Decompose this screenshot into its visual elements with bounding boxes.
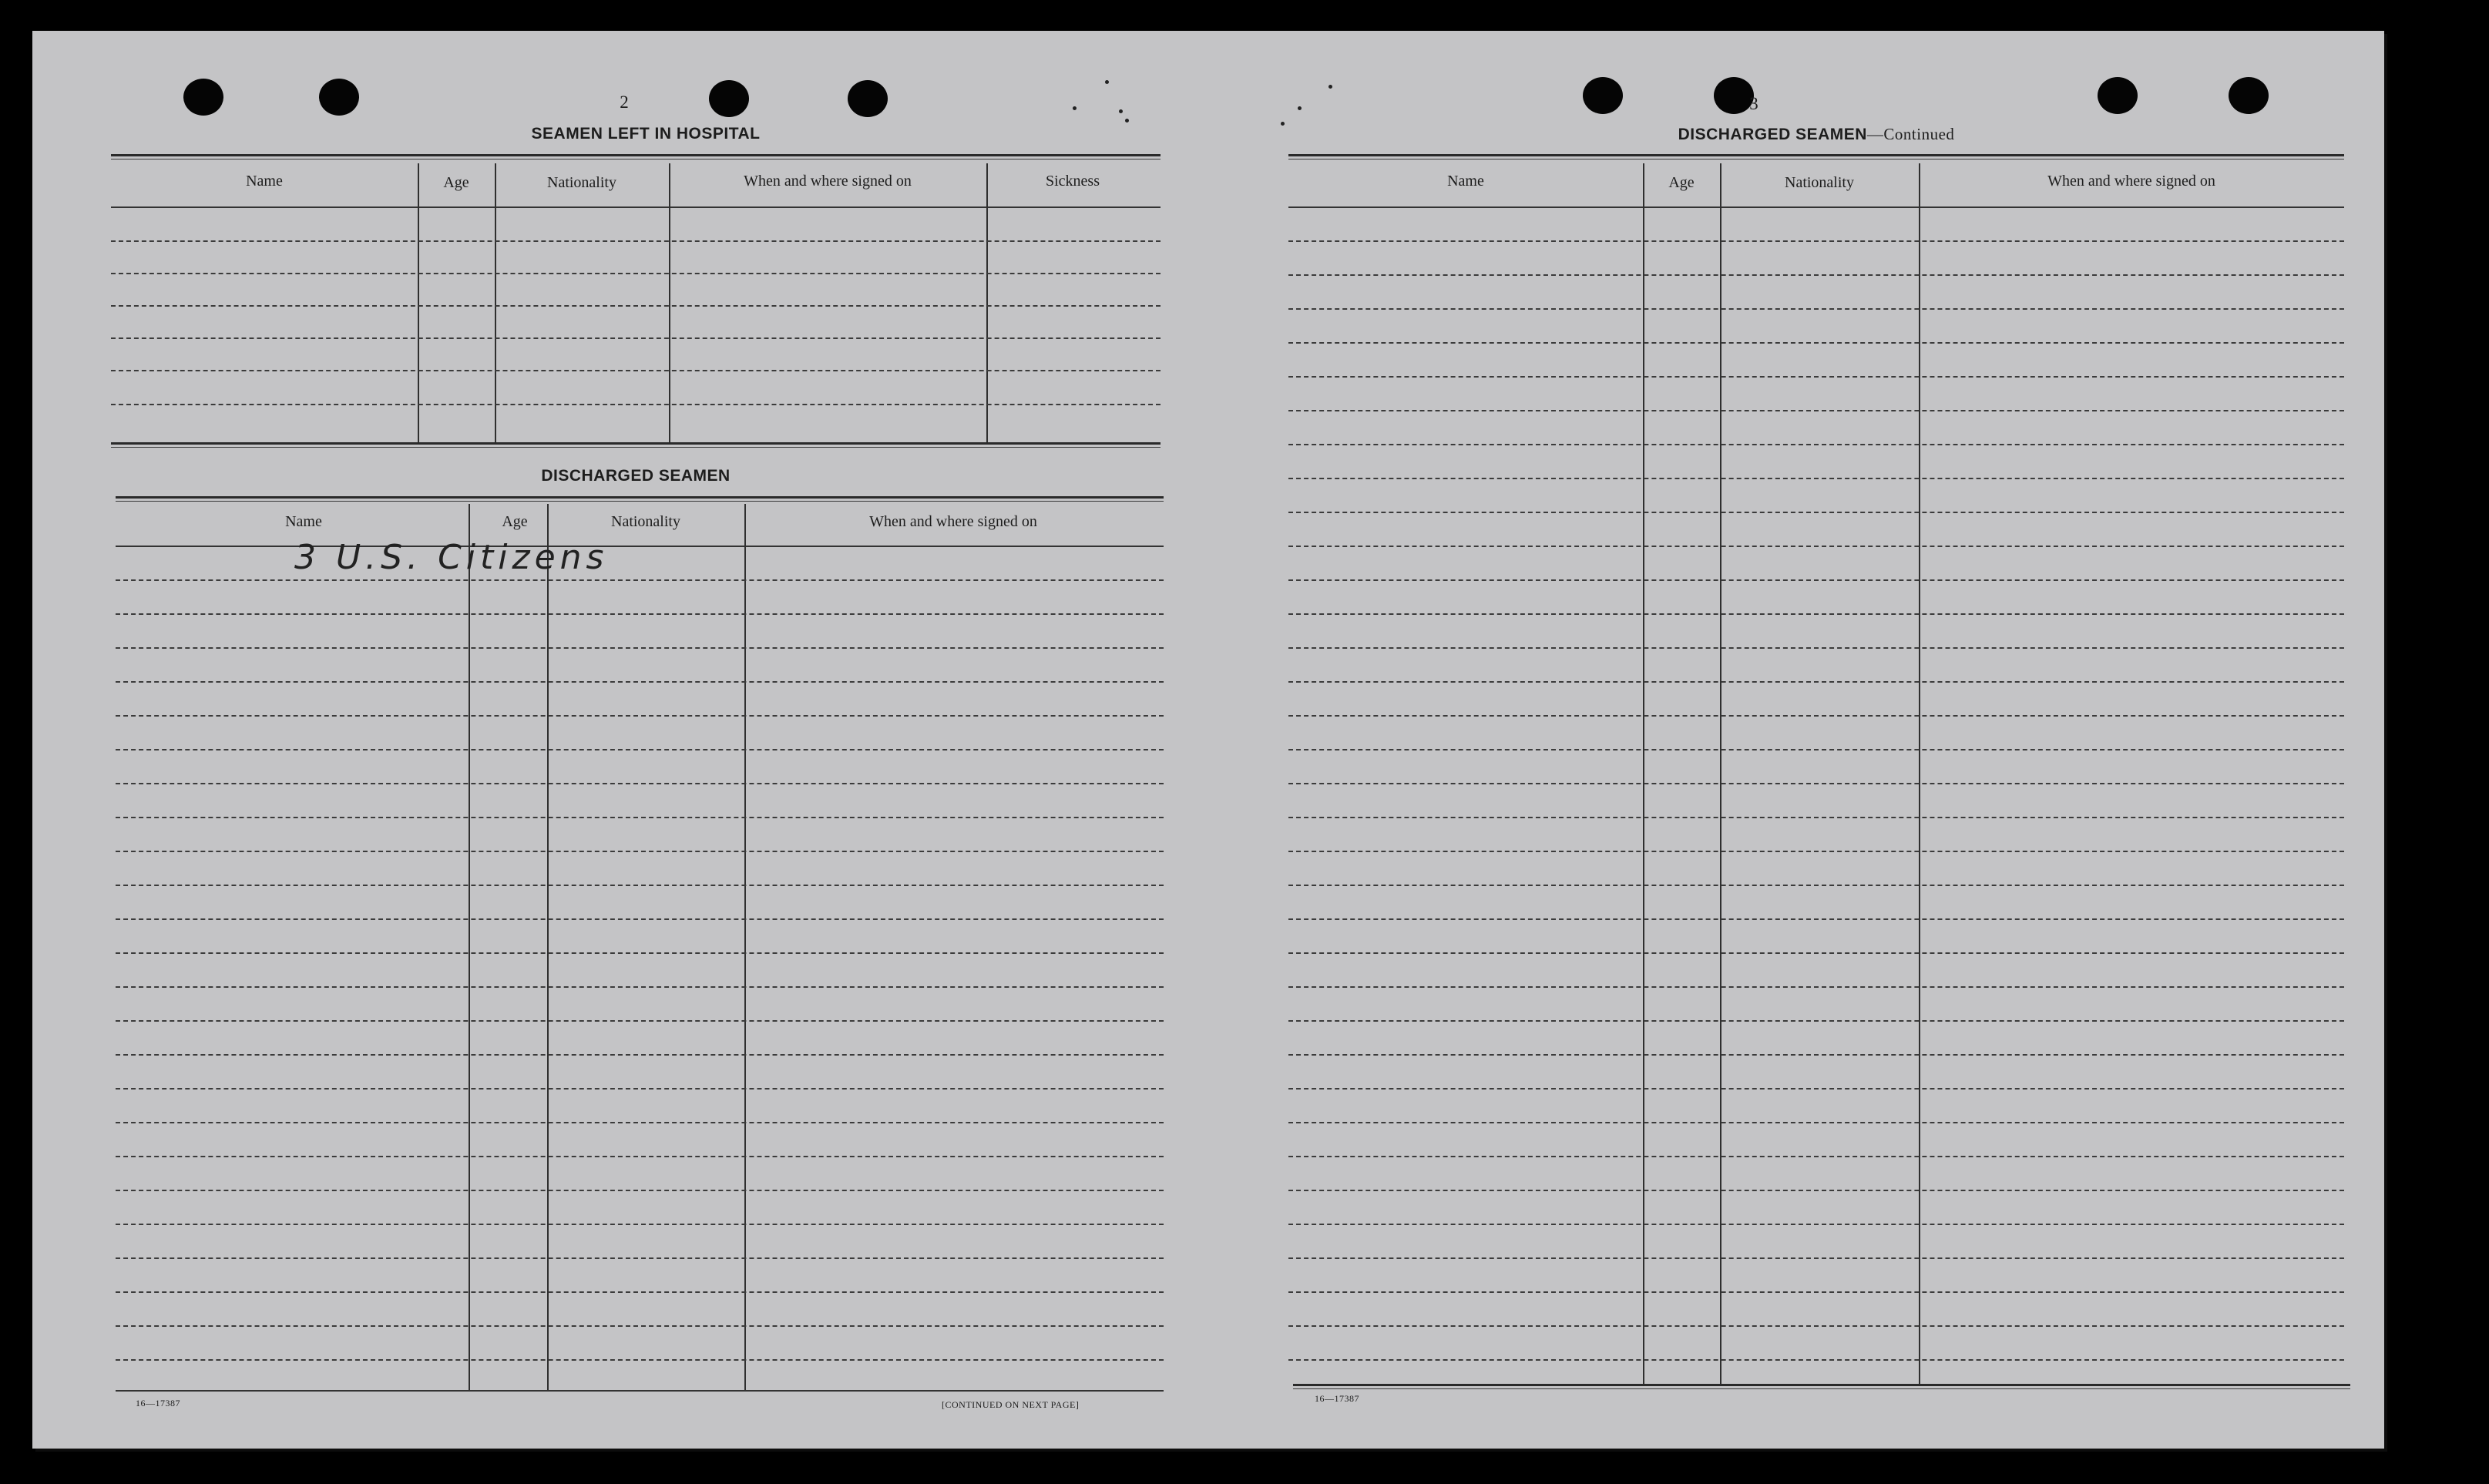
header-rule	[1288, 206, 2344, 208]
table-row	[1288, 986, 2344, 988]
table-row	[1288, 783, 2344, 784]
page-number: 2	[620, 92, 629, 112]
table-row	[1288, 851, 2344, 852]
ledger-sheet	[32, 31, 2384, 1449]
form-number: 16—17387	[1315, 1393, 1359, 1404]
speck	[1073, 106, 1077, 110]
table-row	[1288, 918, 2344, 920]
column-header-age: Age	[443, 174, 469, 191]
column-header-name: Name	[1447, 173, 1484, 190]
table-row	[1288, 681, 2344, 683]
table-row	[1288, 240, 2344, 242]
column-header-nationality: Nationality	[547, 174, 616, 191]
table-row	[1288, 579, 2344, 581]
table-row	[1288, 546, 2344, 547]
table-row	[1288, 1020, 2344, 1022]
table-row	[1288, 749, 2344, 750]
table-row	[1288, 444, 2344, 445]
punch-hole	[2229, 77, 2269, 114]
table-row	[116, 918, 1164, 920]
table-row	[116, 1088, 1164, 1089]
column-header-age: Age	[1668, 174, 1695, 191]
column-header-signed-on: When and where signed on	[744, 173, 912, 190]
column-header-age: Age	[502, 513, 528, 530]
table-row	[1288, 613, 2344, 615]
column-divider	[669, 163, 670, 444]
table-row	[1288, 1257, 2344, 1259]
table-row	[116, 817, 1164, 818]
handwritten-entry: 3 U.S. Citizens	[294, 538, 609, 577]
table-row	[111, 337, 1161, 339]
column-divider	[495, 163, 496, 444]
table-row	[116, 749, 1164, 750]
table-row	[1288, 1156, 2344, 1157]
table-row	[116, 579, 1164, 581]
table-row	[1288, 952, 2344, 954]
table-row	[116, 647, 1164, 649]
punch-hole	[709, 80, 749, 117]
table-row	[1288, 512, 2344, 513]
table-row	[1288, 1190, 2344, 1191]
table-row	[116, 783, 1164, 784]
table-row	[1288, 274, 2344, 276]
table-row	[1288, 1325, 2344, 1327]
punch-hole	[1583, 77, 1623, 114]
table-row	[111, 370, 1161, 371]
punch-hole	[2098, 77, 2138, 114]
column-divider	[1919, 163, 1920, 1385]
table-row	[1288, 1359, 2344, 1361]
table-row	[116, 1054, 1164, 1056]
table-row	[116, 885, 1164, 886]
column-header-nationality: Nationality	[611, 513, 680, 530]
table-row	[116, 1190, 1164, 1191]
table-bottom-rule	[1293, 1384, 2350, 1386]
column-header-signed-on: When and where signed on	[2047, 173, 2215, 190]
header-rule	[111, 206, 1161, 208]
table-row	[111, 240, 1161, 242]
speck	[1105, 80, 1109, 84]
discharged-section-title: DISCHARGED SEAMEN	[541, 467, 731, 485]
column-header-name: Name	[246, 173, 283, 190]
table-row	[1288, 715, 2344, 717]
table-row	[116, 1224, 1164, 1225]
hospital-section-title: SEAMEN LEFT IN HOSPITAL	[531, 125, 761, 143]
table-row	[116, 1156, 1164, 1157]
column-header-signed-on: When and where signed on	[869, 513, 1037, 530]
table-row	[116, 1325, 1164, 1327]
table-row	[1288, 1054, 2344, 1056]
column-divider	[986, 163, 988, 444]
speck	[1328, 85, 1332, 89]
section-title-suffix: —Continued	[1866, 125, 1955, 143]
table-row	[111, 404, 1161, 405]
table-row	[116, 613, 1164, 615]
table-row	[116, 986, 1164, 988]
table-top-rule	[116, 496, 1164, 499]
table-row	[116, 1122, 1164, 1123]
table-row	[1288, 308, 2344, 310]
table-row	[1288, 1122, 2344, 1123]
column-divider	[1643, 163, 1644, 1385]
table-row	[1288, 342, 2344, 344]
table-row	[1288, 478, 2344, 479]
column-divider	[1720, 163, 1721, 1385]
table-bottom-rule	[111, 442, 1161, 445]
table-row	[111, 305, 1161, 307]
table-row	[111, 273, 1161, 274]
column-header-nationality: Nationality	[1785, 174, 1854, 191]
table-row	[1288, 1291, 2344, 1293]
table-row	[116, 715, 1164, 717]
speck	[1298, 106, 1302, 110]
table-row	[116, 851, 1164, 852]
table-row	[1288, 647, 2344, 649]
column-divider	[418, 163, 419, 444]
form-number: 16—17387	[136, 1398, 180, 1408]
table-row	[116, 681, 1164, 683]
table-row	[116, 952, 1164, 954]
punch-hole	[848, 80, 888, 117]
discharged-continued-title	[1288, 125, 2344, 144]
table-row	[116, 1359, 1164, 1361]
column-header-sickness: Sickness	[1046, 173, 1100, 190]
continued-note: [CONTINUED ON NEXT PAGE]	[942, 1399, 1080, 1410]
table-row	[116, 1020, 1164, 1022]
section-title-text: DISCHARGED SEAMEN	[1678, 126, 1867, 143]
speck	[1125, 119, 1129, 123]
table-row	[1288, 376, 2344, 378]
header-rule	[116, 546, 1164, 547]
punch-hole	[319, 79, 359, 116]
punch-hole	[183, 79, 223, 116]
table-row	[116, 1257, 1164, 1259]
table-row	[1288, 1088, 2344, 1089]
table-top-rule	[1288, 154, 2344, 156]
page-number: 3	[1749, 94, 1758, 113]
table-row	[1288, 885, 2344, 886]
speck	[1119, 109, 1123, 113]
table-top-rule	[111, 154, 1161, 156]
speck	[1281, 122, 1285, 126]
table-bottom-rule	[116, 1390, 1164, 1392]
column-header-name: Name	[285, 513, 322, 530]
table-row	[116, 1291, 1164, 1293]
table-row	[1288, 817, 2344, 818]
table-row	[1288, 410, 2344, 411]
table-row	[1288, 1224, 2344, 1225]
